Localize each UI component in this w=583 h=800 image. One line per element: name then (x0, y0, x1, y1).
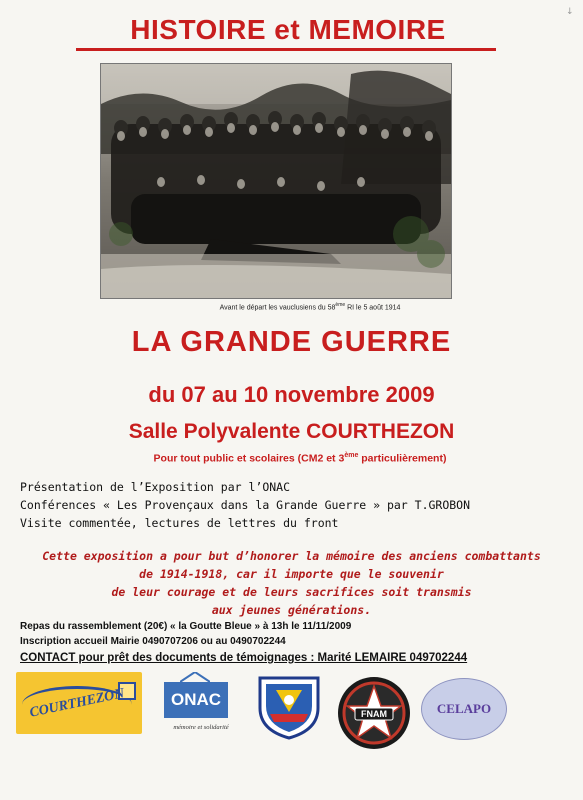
program-item: Visite commentée, lectures de lettres du front (20, 516, 339, 530)
photo-caption (140, 302, 480, 311)
contact-info: CONTACT pour prêt des documents de témoignages : Marité LEMAIRE 049702244 (20, 652, 468, 664)
audience-superscript: ème (344, 452, 359, 459)
onac-wordmark: ONAC (164, 682, 228, 718)
courthezon-wordmark: COURTHEZON (28, 686, 126, 721)
event-venue: Salle Polyvalente COURTHEZON (128, 420, 455, 443)
purpose-line: aux jeunes générations. (211, 603, 372, 617)
shield-emblem-logo (254, 672, 324, 742)
onac-roof-icon (180, 672, 210, 682)
event-audience (100, 452, 500, 465)
purpose-line: Cette exposition a pour but d’honorer la mémoire des anciens combattants (42, 549, 541, 563)
fnam-star-icon (335, 674, 413, 752)
purpose-line: de leur courage et de leurs sacrifices soit transmis (111, 585, 472, 599)
program-item: Conférences « Les Provençaux dans la Grande Guerre » par T.GROBON (20, 498, 471, 512)
purpose-line: de 1914-1918, car il importe que le souvenir (139, 567, 444, 581)
header-underline (76, 48, 496, 51)
caption-superscript: ème (335, 302, 346, 308)
historic-photo (100, 63, 452, 299)
program-list (20, 478, 540, 532)
fnam-wordmark: FNAM (361, 709, 387, 719)
soldiers-photo-illustration (101, 64, 451, 298)
onac-logo (152, 672, 244, 738)
audience-text: Pour tout public et scolaires (CM2 et 3 (153, 452, 345, 465)
practical-info (20, 619, 560, 667)
caption-text: Avant le départ les vauclusiens du 58 (219, 304, 336, 312)
event-dates: du 07 au 10 novembre 2009 (148, 382, 435, 407)
caption-text-end: RI le 5 août 1914 (345, 304, 401, 312)
poster-header-title: HISTOIRE et MEMOIRE (130, 14, 446, 45)
registration-info: Inscription accueil Mairie 0490707206 ou au 0490702244 (20, 636, 286, 647)
meal-info: Repas du rassemblement (20€) « la Goutte Bleue » à 13h le 11/11/2009 (20, 621, 352, 632)
onac-tagline: mémoire et solidarité (173, 724, 229, 731)
audience-text-end: particulièrement) (358, 452, 447, 465)
shield-icon (254, 672, 324, 742)
fnam-logo (335, 674, 413, 752)
event-title: LA GRANDE GUERRE (131, 326, 452, 358)
purpose-statement (40, 547, 543, 619)
program-item: Présentation de l’Exposition par l’ONAC (20, 480, 291, 494)
sponsor-logos (0, 668, 583, 800)
courthezon-logo (16, 672, 142, 734)
celapo-logo: CELAPO (421, 678, 507, 740)
corner-mark: ↓ (566, 7, 574, 17)
